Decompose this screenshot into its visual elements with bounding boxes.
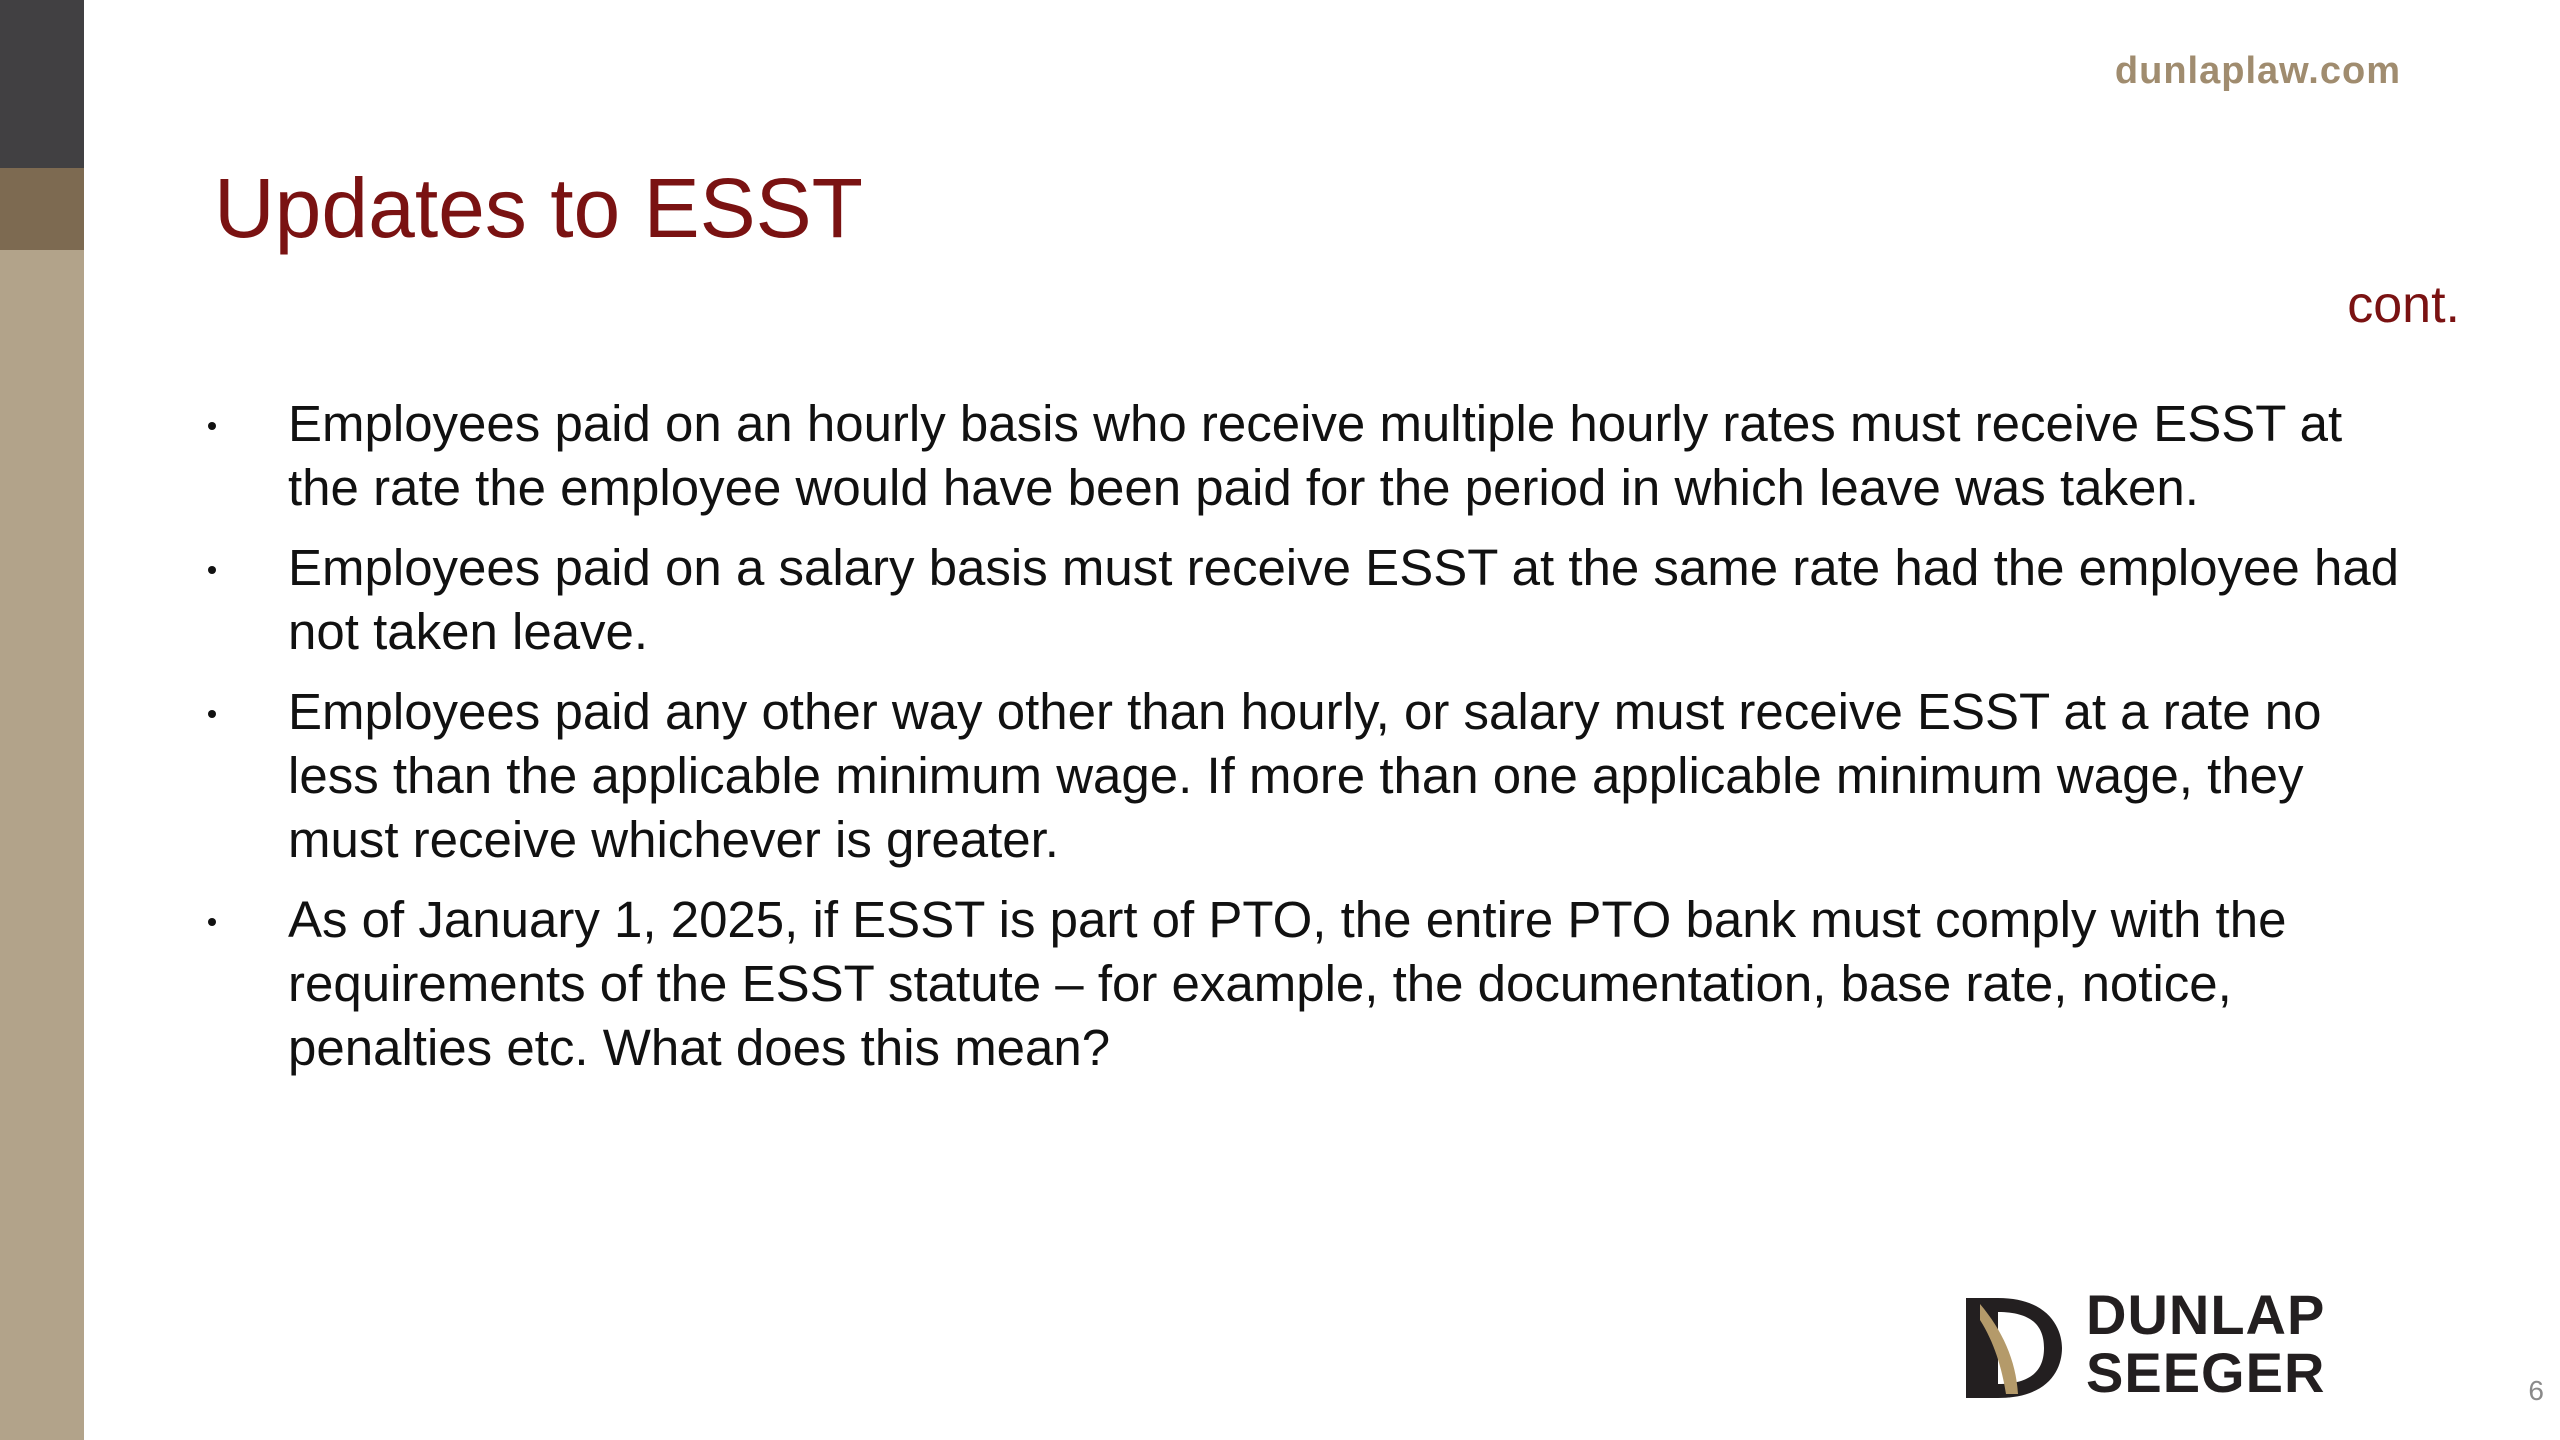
site-url: dunlaplaw.com bbox=[2114, 50, 2401, 92]
bullet-dot-icon bbox=[208, 710, 216, 718]
bullet-text: Employees paid on a salary basis must receive ESST at the same rate had the employee had not taken leave. bbox=[288, 539, 2400, 660]
slide-title: Updates to ESST bbox=[214, 161, 863, 255]
dunlap-seeger-d-mark-icon bbox=[1958, 1290, 2068, 1406]
bullet-item-salary bbox=[208, 536, 2408, 664]
bullet-dot-icon bbox=[208, 422, 216, 430]
bullet-item-other-pay bbox=[208, 680, 2408, 872]
bullet-text: Employees paid on an hourly basis who receive multiple hourly rates must receive ESST at the rate the employee would have been paid for the period in which leave was taken. bbox=[288, 395, 2343, 516]
logo-line-2: SEEGER bbox=[2086, 1341, 2326, 1404]
bullet-item-pto bbox=[208, 888, 2408, 1080]
dunlap-seeger-logo bbox=[1958, 1283, 2418, 1410]
logo-line-1: DUNLAP bbox=[2086, 1283, 2326, 1346]
accent-bar-dark-segment bbox=[0, 0, 84, 168]
page-number: 6 bbox=[2528, 1375, 2544, 1406]
bullet-dot-icon bbox=[208, 566, 216, 574]
continuation-label: cont. bbox=[2347, 276, 2460, 334]
bullet-item-hourly bbox=[208, 392, 2408, 520]
bullet-list bbox=[208, 392, 2408, 1096]
logo-wordmark bbox=[2086, 1283, 2326, 1404]
accent-bar-brown-segment bbox=[0, 168, 84, 250]
left-accent-bar bbox=[0, 0, 84, 1440]
bullet-text: As of January 1, 2025, if ESST is part of PTO, the entire PTO bank must comply with the requirements of the ESST statute – for example, the documentation, base rate, notice, penalties etc. What does this mean? bbox=[288, 891, 2287, 1076]
bullet-text: Employees paid any other way other than hourly, or salary must receive ESST at a rate no less than the applicable minimum wage. If more than one applicable minimum wage, they must receive whichever is greater. bbox=[288, 683, 2322, 868]
bullet-dot-icon bbox=[208, 918, 216, 926]
